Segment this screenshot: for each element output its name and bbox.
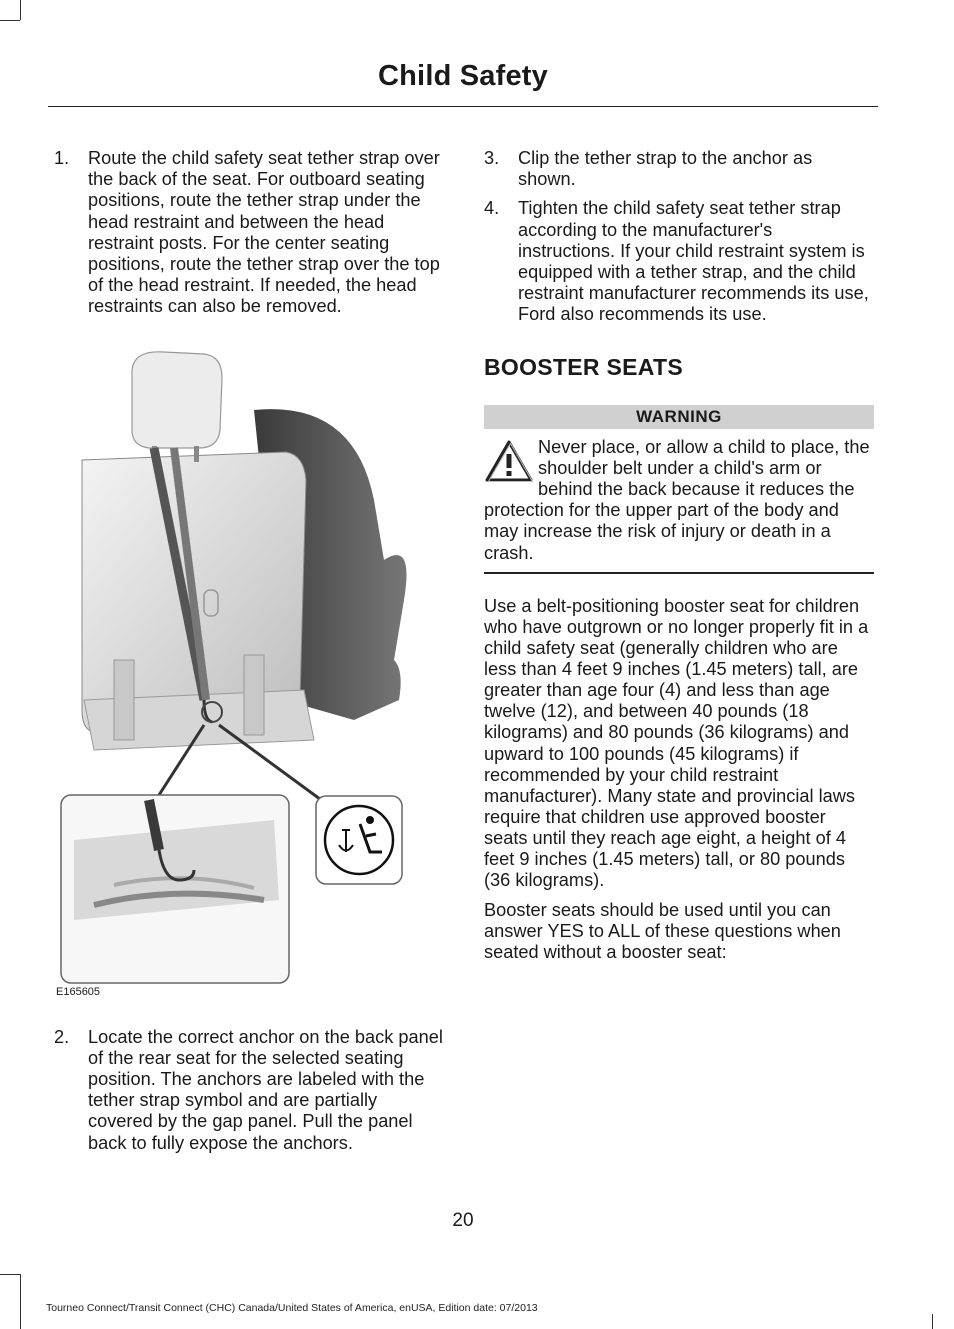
step-text: Tighten the child safety seat tether strap according to the manufacturer's instructions. If your child restraint system is equipped with a tether strap, and the child restraint manufacturer recommends its use, Ford also recommends its use. bbox=[518, 198, 869, 325]
step-text: Locate the correct anchor on the back panel of the rear seat for the selected seating position. The anchors are labeled with the tether strap symbol and are partially covered by the gap panel. Pull the panel back to fully expose the anchors. bbox=[88, 1026, 443, 1153]
tether-anchor-child-seat-icon bbox=[325, 806, 393, 874]
warning-body bbox=[484, 437, 874, 564]
footer-text: Tourneo Connect/Transit Connect (CHC) Canada/United States of America, enUSA, Edition date: 07/2013 bbox=[46, 1302, 538, 1314]
page-title: Child Safety bbox=[378, 60, 548, 92]
seat-illustration-svg bbox=[54, 340, 446, 990]
section-heading: BOOSTER SEATS bbox=[484, 353, 683, 380]
step-number: 2. bbox=[54, 1026, 70, 1047]
crop-mark bbox=[0, 20, 20, 21]
step-2 bbox=[54, 1027, 446, 1154]
crop-mark bbox=[0, 1274, 20, 1275]
warning-triangle-icon bbox=[484, 439, 534, 483]
warning-label: WARNING bbox=[484, 405, 874, 429]
crop-mark bbox=[20, 1314, 21, 1329]
step-1 bbox=[54, 148, 446, 318]
page-number: 20 bbox=[452, 1210, 474, 1231]
step-3 bbox=[484, 148, 874, 190]
step-4 bbox=[484, 198, 874, 325]
crop-mark bbox=[20, 0, 21, 20]
step-number: 4. bbox=[484, 198, 500, 219]
right-column bbox=[484, 148, 874, 963]
step-number: 3. bbox=[484, 148, 500, 168]
seat-tether-illustration bbox=[54, 340, 446, 1000]
step-text: Clip the tether strap to the anchor as shown. bbox=[518, 148, 813, 190]
step-number: 1. bbox=[54, 148, 70, 168]
crop-mark bbox=[932, 1314, 933, 1329]
warning-rule bbox=[484, 572, 874, 574]
paragraph-booster-questions: Booster seats should be used until you can answer YES to ALL of these questions when seated without a booster seat: bbox=[484, 900, 841, 963]
header-rule bbox=[48, 106, 878, 107]
paragraph-booster-criteria: Use a belt-positioning booster seat for children who have outgrown or no longer properly fit in a child safety seat (generally children who are less than 4 feet 9 inches (1.45 meters) tall, are greater than age four (4) and less than age twelve (12), and between 40 pounds (18 kilograms) and 80 pounds (36 kilograms) and upward to 100 pounds (45 kilograms) if recommended by your child restraint manufacturer). Many state and provincial laws require that children use approved booster seats until they reach age eight, a height of 4 feet 9 inches (1.45 meters) tall, or 80 pounds (36 kilograms). bbox=[484, 595, 869, 891]
warning-text: Never place, or allow a child to place, the shoulder belt under a child's arm or behind the back because it reduces the protection for the upper part of the body and may increase the risk of injury or death in a crash. bbox=[484, 436, 870, 563]
figure-code: E165605 bbox=[56, 985, 101, 998]
step-text: Route the child safety seat tether strap over the back of the seat. For outboard seating positions, route the tether strap under the head restraint and between the head restraint posts. For the center seating positions, route the tether strap over the top of the head restraint. If needed, the head restraints can also be removed. bbox=[88, 148, 440, 317]
left-column bbox=[54, 148, 446, 1162]
